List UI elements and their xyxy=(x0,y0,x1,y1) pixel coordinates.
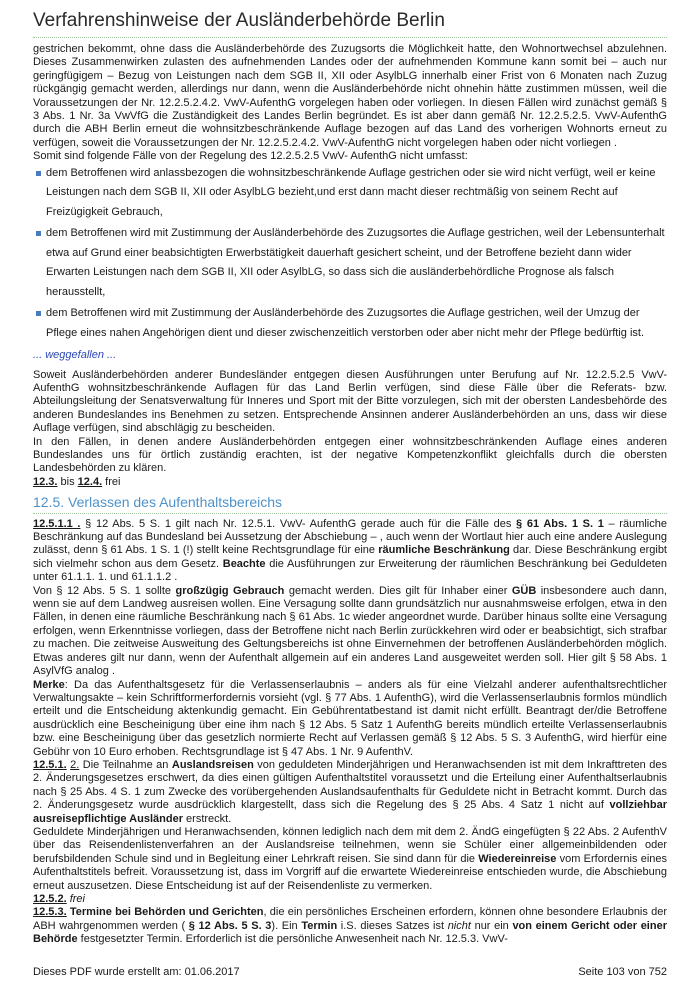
square-bullet-icon xyxy=(36,171,41,176)
intro-paragraph: gestrichen bekommt, ohne dass die Ausländerbehörde des Zuzugsorts die Möglichkeit hatte, den Wohnortwechsel abzulehnen. Dieses Zusammenwirken zulasten des aufnehmenden Landes oder der aufnehmenden Kommune kann somit bei – auch nur geringfügigem – Bezug von Leistungen nach dem SGB II, XII oder AsylbLG innerhalb einer Frist von 6 Monaten nach Zuzug rückgängig gemacht werden, allerdings nur dann, wenn die Ausländerbehörde nicht ohnehin hätte zustimmen müssen, weil die Voraussetzungen der Nr. 12.2.5.2.4.2. VwV-AufenthG vorgelegen haben oder vorliegen. In diesen Fällen wird zunächst gemäß § 3 Abs. 1 Nr. 3a VwVfG die Zuständigkeit des Landes Berlin begründet. Es ist aber dann gemäß Nr. 12.2.5.2.5. VwV-AufenthG durch die ABH Berlin erneut die wohnsitzbeschränkende Auflage bezogen auf das Land des vorherigen Wohnorts erneut zu verfügen, soweit die Voraussetzungen der Nr. 12.2.5.2.4.2. VwV-AufenthG nicht vorgelegen haben oder nicht vorliegen . xyxy=(33,43,667,149)
paragraph: Soweit Ausländerbehörden anderer Bundesländer entgegen diesen Ausführungen unter Berufung auf Nr. 12.2.5.2.5 VwV-AufenthG wohnsitzbeschränkende Auflagen für das Land Berlin verfügen, sind diese Fälle über die Referats- bzw. Abteilungsleitung der Senatsverwaltung für Inneres und Sport mit der Bitte vorzulegen, sich mit der obersten Landesbehörde des anderen Bundeslandes ins Benehmen zu setzen. Entsprechende Ansinnen anderer Ausländerbehörden an uns, dass wir diese Auflage verfügen, sind abschlägig zu bescheiden. xyxy=(33,368,667,435)
section-heading: 12.5. Verlassen des Aufenthaltsbereichs xyxy=(33,496,667,513)
paragraph: 12.5.1. 2. Die Teilnahme an Auslandsreisen von geduldeten Minderjährigen und Heranwachsenden ist mit dem Inkrafttreten des 2. Änderungsgesetzes erschwert, da dies einen gültigen Aufenthaltstitel voraussetzt und die Erteilung einer Aufenthaltserlaubnis nach § 25 Abs. 4 S. 1 zum Zwecke des vorübergehenden Auslandsaufenthalts für Geduldete nicht in Betracht kommt. Durch das 2. Änderungsgesetz wurde ausdrücklich klargestellt, dass sich die Regelung des § 25 Abs. 4 Satz 1 nicht auf vollziehbar ausreisepflichtige Ausländer erstreckt. xyxy=(33,758,668,825)
list-item: dem Betroffenen wird anlassbezogen die wohnsitzbeschränkende Auflage gestrichen oder sie wird nicht verfügt, weil er keine Leistungen nach dem SGB II, XII oder AsylbLG bezieht,und erst dann macht dieser rechtmäßig von seinem Recht auf Freizügigkeit Gebrauch, xyxy=(33,164,667,223)
document-body xyxy=(33,43,667,947)
paragraph: 12.5.1.1 . § 12 Abs. 5 S. 1 gilt nach Nr. 12.5.1. VwV- AufenthG gerade auch für die Fälle des § 61 Abs. 1 S. 1 – räumliche Beschränkung auf das Bundesland bei Aussetzung der Abschiebung – , auch wenn der Wortlaut hier auch eine andere Auslegung zulässt, denn § 61 Abs. 1 S. 1 (!) stellt keine Rechtsgrundlage für eine räumliche Beschränkung dar. Diese Beschränkung ergibt sich vielmehr schon aus dem Gesetz. Beachte die Ausführungen zur Erweiterung der räumlichen Beschränkung bei Geduldeten unter 61.1.1. 1. und 61.1.1.2 . xyxy=(33,517,668,584)
section-ref-link[interactable]: 12.5.1.1 . xyxy=(33,517,81,530)
paragraph: Von § 12 Abs. 5 S. 1 sollte großzügig Gebrauch gemacht werden. Dies gilt für Inhaber einer GÜB insbesondere auch dann, wenn sie auf dem Landweg ausreisen wollen. Eine Versagung sollte dann grundsätzlich nur ausnahmsweise erfolgen, etwa in den Fällen, in denen eine räumliche Beschränkung nach § 61 Abs. 1c wieder angeordnet wurde. Darüber hinaus sollte eine Versagung erfolgen, wenn Erkenntnisse vorliegen, dass der Betroffene nicht nach Berlin zurückkehren wird oder er beabsichtigt, sich strafbar zu machen. Die zeitweise Ausweitung des Geltungsbereichs ist ohne Einvernehmen der betroffenen Ausländerbehörden möglich. Etwas anderes gilt nur dann, wenn der Aufenthalt allgemein auf ein anderes Land ausgeweitet werden soll. Hier gilt § 58 Abs. 1 AsylVfG analog . xyxy=(33,584,667,678)
exception-list xyxy=(33,164,667,344)
page-footer xyxy=(33,966,667,978)
list-item: dem Betroffenen wird mit Zustimmung der Ausländerbehörde des Zuzugsortes die Auflage gestrichen, weil der Umzug der Pflege eines nahen Angehörigen dient und dieser zwischenzeitlich verstorben oder aber nicht mehr der Pflege bedürftig ist. xyxy=(33,304,667,343)
list-item: dem Betroffenen wird mit Zustimmung der Ausländerbehörde des Zuzugsortes die Auflage gestrichen, weil der Lebensunterhalt etwa auf Grund einer beabsichtigten Erwerbstätigkeit dauerhaft gesichert scheint, und der Betroffene bezieht dann wider Erwarten Leistungen nach dem SGB II, XII oder AsylbLG, so dass sich die ausländerbehördliche Prognose als falsch herausstellt, xyxy=(33,224,667,302)
paragraph: Merke: Da das Aufenthaltsgesetz für die Verlassenserlaubnis – anders als für eine Vielzahl anderer aufenthaltsrechtlicher Verwaltungsakte – kein Schriftformerfordernis vorsieht (vgl. § 77 Abs. 1 AufenthG), wird die Verlassenserlaubnis formlos mündlich erteilt und die Entscheidung aktenkundig gemacht. Ein Gebührentatbestand ist damit nicht erfüllt. Beantragt der/die Betroffene ausdrücklich eine Bescheinigung über eine ihm nach § 12 Abs. 5 Satz 1 AufenthG bereits mündlich erteilte Verlassenserlaubnis bzw. eine Bescheinigung über das gesetzlich normierte Recht auf Verlassen gemäß § 12 Abs. 5 S. 3 AufenthG, wird hierfür eine Gebühr von 10 Euro erhoben. Rechtsgrundlage ist § 47 Abs. 1 Nr. 9 AufenthV. xyxy=(33,678,667,758)
paragraph: In den Fällen, in denen andere Ausländerbehörden entgegen einer wohnsitzbeschränkenden Auflage eines anderen Bundeslandes uns für örtlich zuständig erachten, ist der negative Kompetenzkonflikt gleichfalls durch die obersten Landesbehörden zu klären. xyxy=(33,435,667,475)
section-ref-link[interactable]: 12.4. xyxy=(77,475,103,488)
paragraph: Geduldete Minderjährigen und Heranwachsenden, können lediglich nach dem mit dem 2. ÄndG eingefügten § 22 Abs. 2 AufenthV über das Reisendenlistenverfahren an der Auslandsreise teilnehmen, wenn sie Schüler einer allgemeinbildenden oder berufsbildenden Schule sind und in Begleitung einer Lehrkraft reisen. Sie sind dann für die Wiedereinreise vom Erfordernis eines Aufenthaltstitels befreit. Voraussetzung ist, dass im Vorgriff auf die erwartete Wiedereinreise entschieden wurde, die Abschiebung erneut auszusetzen. Diese Entscheidung ist auf der Reisendenliste zu vermerken. xyxy=(33,825,668,892)
paragraph: 12.5.2. frei xyxy=(33,893,85,905)
omitted-marker: ... weggefallen ... xyxy=(33,349,117,362)
section-ref-link[interactable]: 2. xyxy=(70,758,80,771)
section-ref-link[interactable]: 12.5.3. xyxy=(33,906,67,919)
section-range-note: 12.3. bis 12.4. frei xyxy=(33,475,121,488)
document-page xyxy=(33,0,667,947)
square-bullet-icon xyxy=(36,231,41,236)
creation-date: Dieses PDF wurde erstellt am: 01.06.2017 xyxy=(33,966,240,978)
page-number: Seite 103 von 752 xyxy=(578,966,667,978)
document-title: Verfahrenshinweise der Ausländerbehörde Berlin xyxy=(33,10,667,38)
square-bullet-icon xyxy=(36,311,41,316)
intro-list-lead: Somit sind folgende Fälle von der Regelung des 12.2.5.2.5 VwV- AufenthG nicht umfasst: xyxy=(33,150,468,163)
section-ref-link[interactable]: 12.5.2. xyxy=(33,893,67,905)
section-ref-link[interactable]: 12.5.1. xyxy=(33,758,67,771)
section-ref-link[interactable]: 12.3. xyxy=(33,475,58,488)
paragraph: 12.5.3. Termine bei Behörden und Gerichten, die ein persönliches Erscheinen erfordern, können ohne besondere Erlaubnis der ABH wahrgenommen werden ( § 12 Abs. 5 S. 3). Ein Termin i.S. dieses Satzes ist nicht nur ein von einem Gericht oder einer Behörde festgesetzter Termin. Erforderlich ist die persönliche Anwesenheit nach Nr. 12.5.3. VwV- xyxy=(33,906,668,946)
